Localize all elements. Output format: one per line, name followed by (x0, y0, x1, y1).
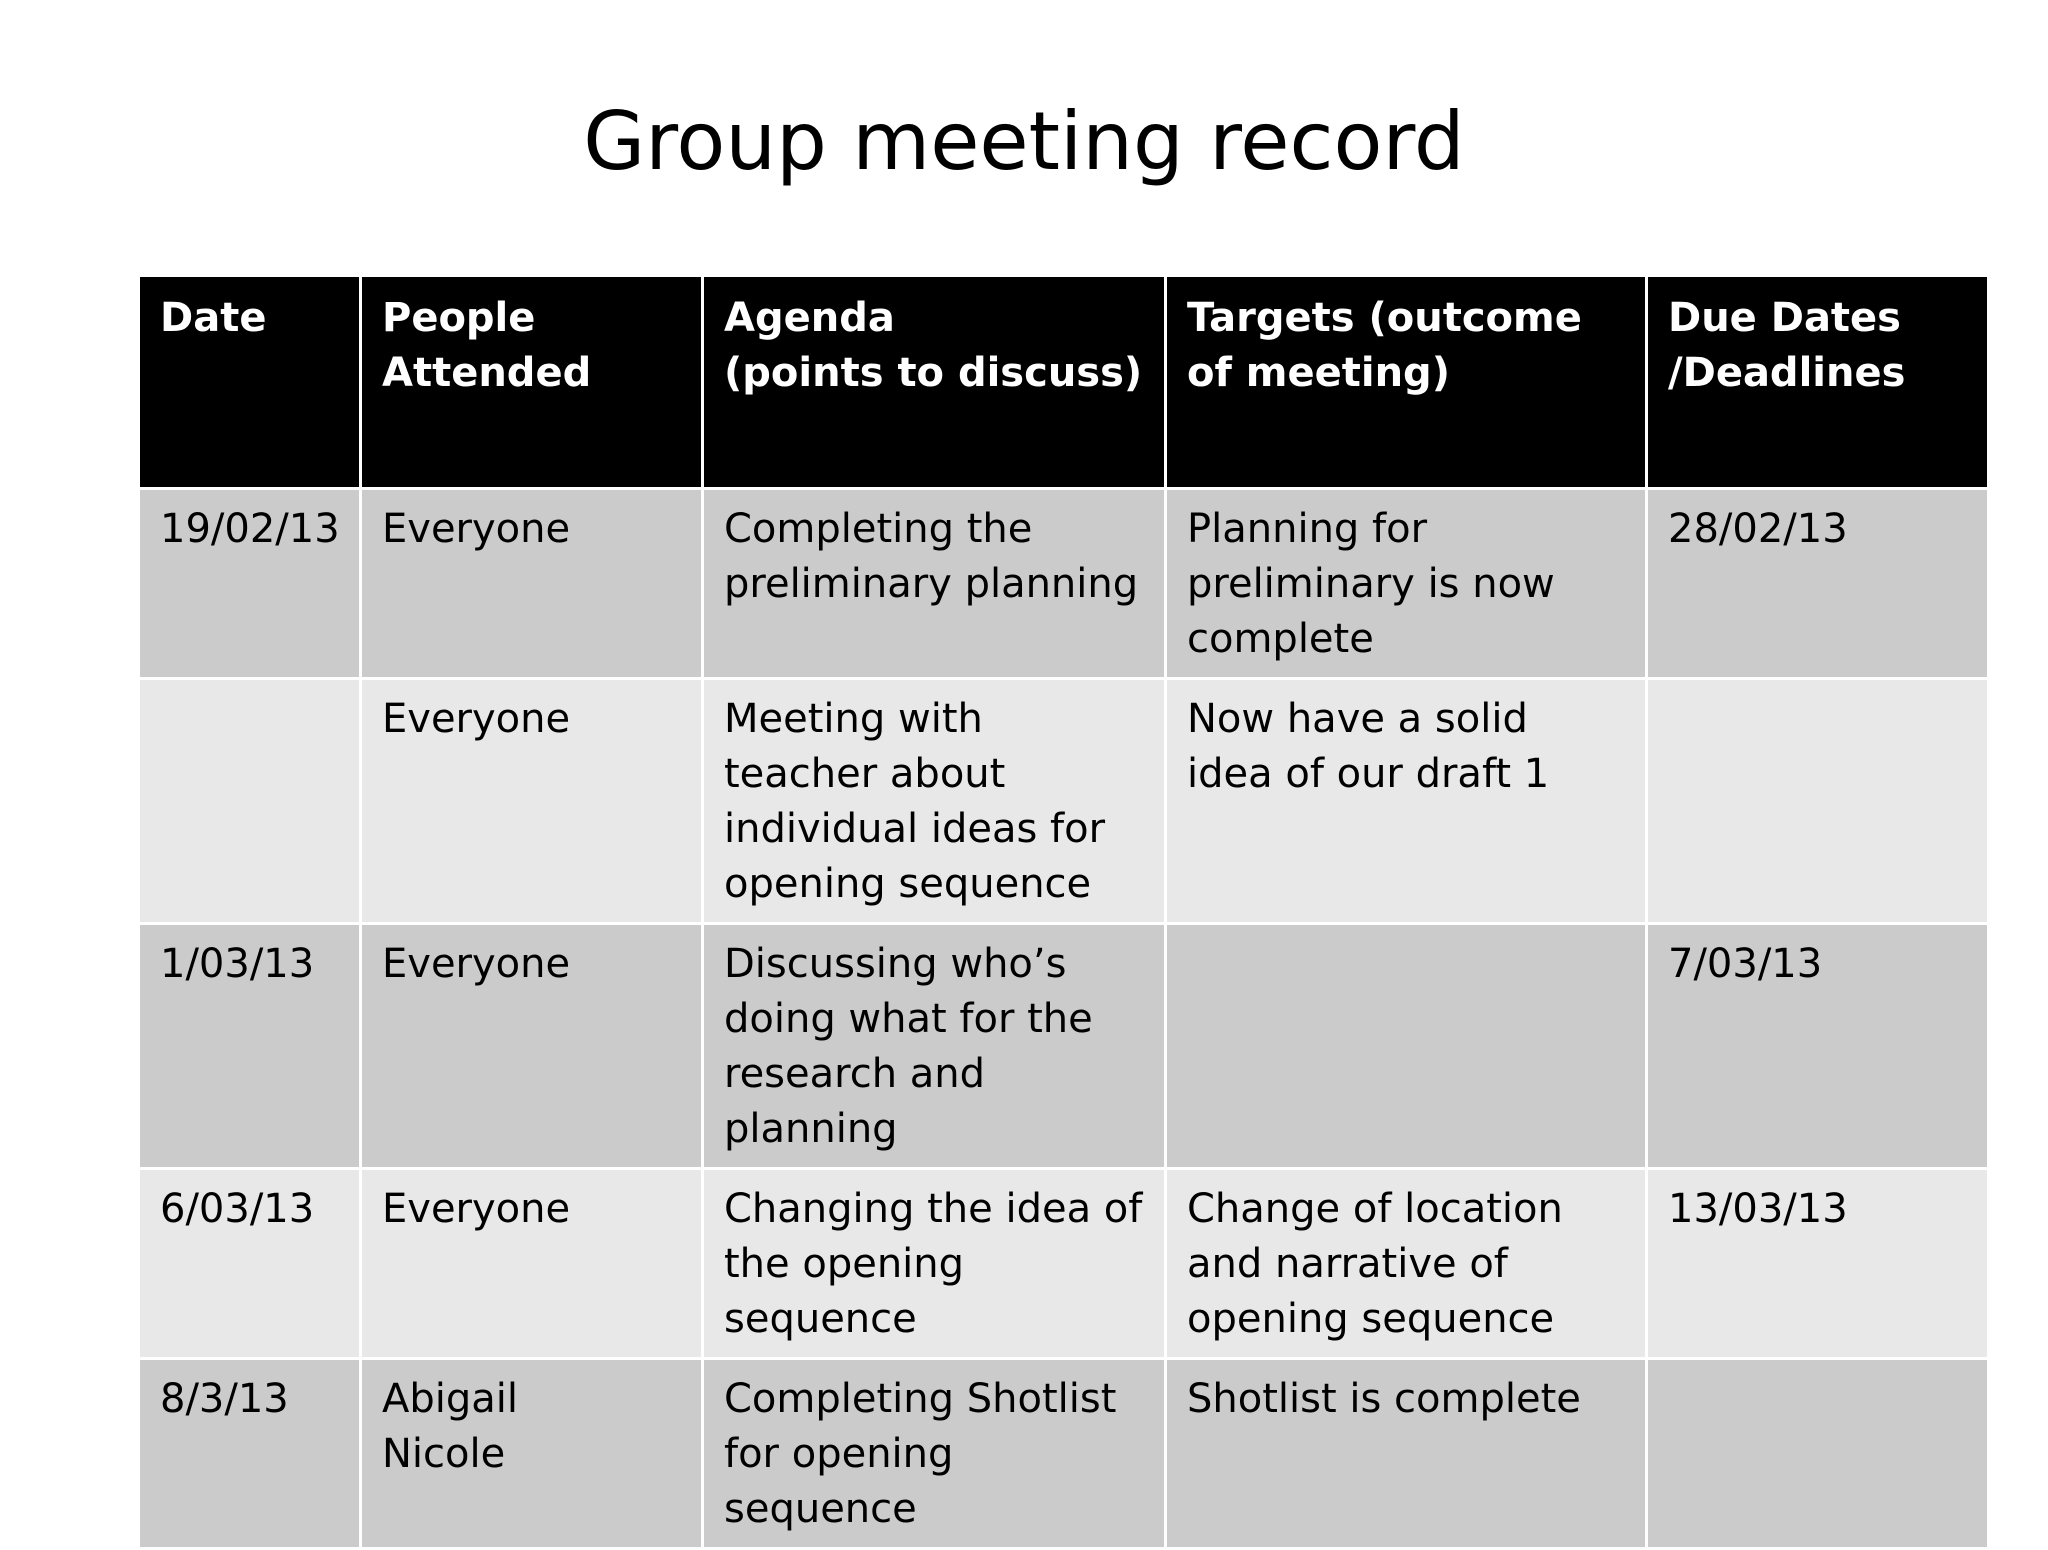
cell-targets: Now have a solid idea of our draft 1 (1166, 679, 1647, 924)
cell-date: 8/3/13 (139, 1359, 361, 1549)
header-due-dates: Due Dates /Deadlines (1647, 276, 1989, 489)
cell-due (1647, 679, 1989, 924)
meeting-record-table (137, 274, 1990, 1550)
table-row (139, 924, 1989, 1169)
cell-due: 13/03/13 (1647, 1169, 1989, 1359)
cell-agenda: Changing the idea of the opening sequence (703, 1169, 1166, 1359)
cell-targets: Shotlist is complete (1166, 1359, 1647, 1549)
cell-agenda: Meeting with teacher about individual ideas for opening sequence (703, 679, 1166, 924)
cell-targets: Planning for preliminary is now complete (1166, 489, 1647, 679)
cell-date: 6/03/13 (139, 1169, 361, 1359)
table-row (139, 1359, 1989, 1549)
header-targets: Targets (outcome of meeting) (1166, 276, 1647, 489)
cell-people: Everyone (361, 489, 703, 679)
cell-date: 1/03/13 (139, 924, 361, 1169)
cell-date (139, 679, 361, 924)
cell-people: Abigail Nicole (361, 1359, 703, 1549)
cell-agenda: Completing the preliminary planning (703, 489, 1166, 679)
table-row (139, 1169, 1989, 1359)
cell-due: 28/02/13 (1647, 489, 1989, 679)
cell-people: Everyone (361, 1169, 703, 1359)
table-row (139, 679, 1989, 924)
cell-targets: Change of location and narrative of opening sequence (1166, 1169, 1647, 1359)
cell-due (1647, 1359, 1989, 1549)
cell-people: Everyone (361, 679, 703, 924)
table-row (139, 489, 1989, 679)
table-header-row (139, 276, 1989, 489)
cell-date: 19/02/13 (139, 489, 361, 679)
cell-due: 7/03/13 (1647, 924, 1989, 1169)
header-agenda: Agenda (points to discuss) (703, 276, 1166, 489)
page-title: Group meeting record (583, 95, 1465, 188)
header-date: Date (139, 276, 361, 489)
cell-agenda: Completing Shotlist for opening sequence (703, 1359, 1166, 1549)
header-people-attended: People Attended (361, 276, 703, 489)
cell-targets (1166, 924, 1647, 1169)
cell-agenda: Discussing who’s doing what for the research and planning (703, 924, 1166, 1169)
cell-people: Everyone (361, 924, 703, 1169)
